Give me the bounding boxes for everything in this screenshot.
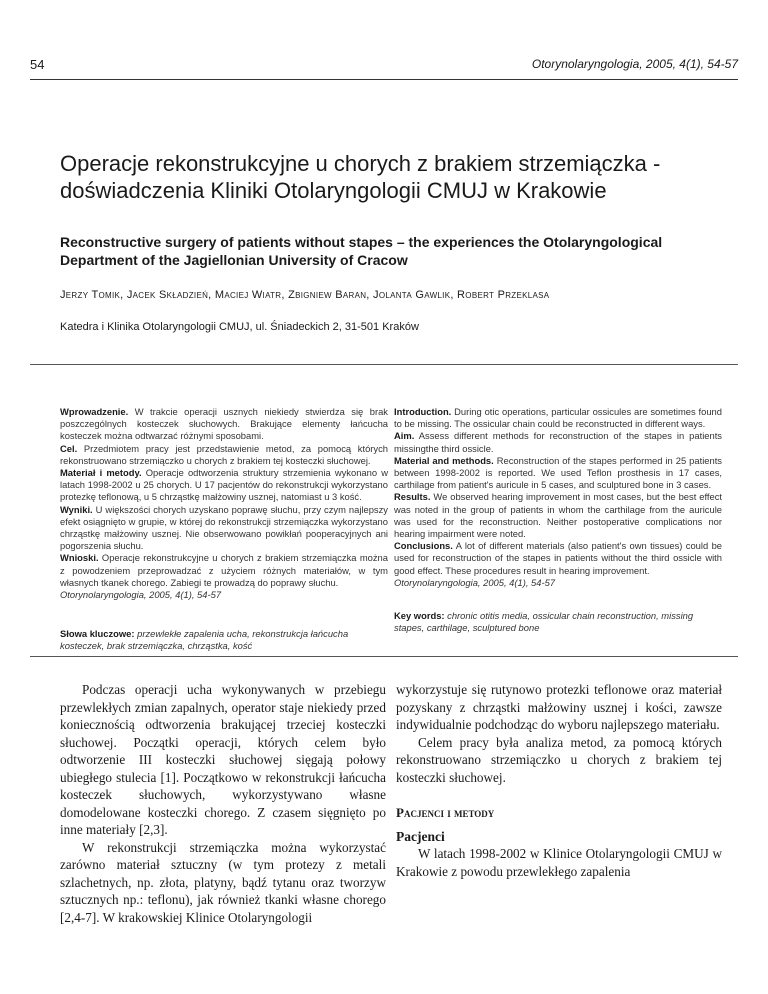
abstract-en-results-label: Results. bbox=[394, 491, 431, 503]
keywords-english bbox=[394, 610, 722, 634]
abstract-en-aim-label: Aim. bbox=[394, 430, 415, 442]
abstract-top-rule bbox=[30, 364, 738, 365]
abstract-pl-aim-label: Cel. bbox=[60, 442, 78, 454]
journal-reference: Otorynolaryngologia, 2005, 4(1), 54-57 bbox=[531, 57, 738, 71]
abstract-pl-intro-text: W trakcie operacji usznych niekiedy stwierdza się brak poszczególnych kosteczek słuchowych. Brakujące elementy łańcucha kosteczek można odtwarzać różnymi sposobami. bbox=[60, 406, 388, 442]
title-english-line-2: Department of the Jagiellonian University of Cracow bbox=[60, 252, 408, 268]
body-paragraph: Podczas operacji ucha wykonywanych w przebiegu przewlekłych zmian zapalnych, operator staje niekiedy przed koniecznością odtworzenia brakującej trzeciej kosteczki słuchowej. Początki operacji, których celem było odtworzenie III kosteczki słuchowej sięgają połowy ubiegłego stulecia [1]. Początkowo w rekonstrukcji łańcucha kosteczek słuchowych, wykorzystywano własne domodelowane kosteczki chorego. Z czasem sięgnięto po inne materiały [2,3]. bbox=[60, 682, 386, 837]
body-column-left bbox=[60, 681, 386, 926]
body-column-right bbox=[396, 681, 722, 880]
abstract-en-citation: Otorynolaryngologia, 2005, 4(1), 54-57 bbox=[394, 576, 556, 588]
abstract-pl-conclusions-text: Operacje rekonstrukcyjne u chorych z brakiem strzemiączka można z powodzeniem przeprowadzać z użyciem różnych materiałów, w tym własnych tkanek chorego. Zabiegi te prowadzą do poprawy słuchu. bbox=[60, 552, 388, 588]
keywords-pl-text: przewlekłe zapalenia ucha, rekonstrukcja łańcucha kosteczek, brak strzemiączka, chrząstka, kość bbox=[60, 628, 349, 652]
subheading-patients: Pacjenci bbox=[396, 828, 445, 844]
body-paragraph: W rekonstrukcji strzemiączka można wykorzystać zarówno materiał sztuczny (w tym protezy z metali szlachetnych, np. złota, platyny, bądź tytanu oraz tworzyw sztucznych np.: teflonu), jak również tkanki własne chorego [2,4-7]. W krakowskiej Klinice Otolaryngologii bbox=[60, 839, 386, 925]
keywords-en-label: Key words: bbox=[394, 610, 445, 621]
keywords-pl-label: Słowa kluczowe: bbox=[60, 628, 135, 639]
keywords-en-text: chronic otitis media, ossicular chain reconstruction, missing stapes, carthilage, sculptured bone bbox=[394, 610, 694, 634]
abstract-polish bbox=[60, 406, 388, 601]
body-paragraph: wykorzystuje się rutynowo protezki teflonowe oraz materiał pozyskany z chrząstki małżowiny usznej i kości, zawsze indywidualnie podchodząc do wyboru najlepszego materiału. bbox=[396, 682, 722, 732]
abstract-en-aim-text: Assess different methods for reconstruction of the stapes in patients missingthe third ossicle. bbox=[394, 430, 722, 454]
abstract-en-methods-text: Reconstruction of the stapes performed in 25 patients between 1998-2002 is reported. We used Teflon prosthesis in 17 cases, carthilage from patient's auricule in 5 cases, and sculptured bone in 3 cases. bbox=[394, 454, 722, 491]
abstract-bottom-rule bbox=[30, 656, 738, 657]
page-number: 54 bbox=[30, 57, 45, 72]
abstract-en-intro-label: Introduction. bbox=[394, 406, 452, 417]
abstract-pl-results-label: Wyniki. bbox=[60, 503, 93, 515]
abstract-en-methods-label: Material and methods. bbox=[394, 454, 494, 466]
body-paragraph: W latach 1998-2002 w Klinice Otolaryngologii CMUJ w Krakowie z powodu przewlekłego zapalenia bbox=[396, 846, 722, 879]
abstract-en-intro-text: During otic operations, particular ossicules are sometimes found to be missing. The ossicular chain could be reconstructed in different ways. bbox=[394, 406, 722, 430]
article-title-english bbox=[60, 233, 720, 269]
abstract-pl-conclusions-label: Wnioski. bbox=[60, 552, 99, 564]
abstract-english bbox=[394, 406, 722, 589]
abstract-pl-methods-label: Materiał i metody. bbox=[60, 467, 142, 479]
affiliation: Katedra i Klinika Otolaryngologii CMUJ, ul. Śniadeckich 2, 31-501 Kraków bbox=[60, 321, 419, 333]
body-paragraph: Celem pracy była analiza metod, za pomocą których rekonstruowano strzemiączko u chorych z brakiem tej kosteczki słuchowej. bbox=[396, 734, 722, 785]
title-english-line-1: Reconstructive surgery of patients without stapes – the experiences the Otolaryngological bbox=[60, 234, 663, 250]
abstract-pl-methods-text: Operacje odtworzenia struktury strzemienia wykonano w latach 1998-2002 u 25 chorych. U 17 pacjentów do rekonstrukcji wykorzystano protezkę teflonową, u 5 chrząstkę małżowiny usznej, natomiast u 3 kość. bbox=[60, 467, 388, 503]
abstract-en-conclusions-text: A lot of different materials (also patient's own tissues) could be used for reconstruction of the stapes in patients without the third ossicle with good effect. These procedures result in hearing improvement. bbox=[394, 540, 722, 576]
abstract-en-conclusions-label: Conclusions. bbox=[394, 540, 453, 552]
abstract-pl-aim-text: Przedmiotem pracy jest przedstawienie metod, za pomocą których rekonstruowano strzemiączko u chorych z brakiem tej kosteczki słuchowej. bbox=[60, 442, 388, 466]
header-rule bbox=[30, 79, 738, 80]
article-title-polish bbox=[60, 150, 720, 204]
abstract-pl-citation: Otorynolaryngologia, 2005, 4(1), 54-57 bbox=[60, 589, 222, 601]
abstract-pl-results-text: U większości chorych uzyskano poprawę słuchu, przy czym najlepszy efekt osiągnięto w grupie, w której do rekonstrukcji strzemiączka wykorzystano chrząstkę małżowiny usznej. Nie obserwowano powikłań pooperacyjnych ani pogorszenia słuchu. bbox=[60, 503, 388, 552]
section-heading-patients-methods: Pacjenci i metody bbox=[396, 805, 495, 820]
abstract-pl-intro-label: Wprowadzenie. bbox=[60, 406, 129, 417]
title-polish-line-1: Operacje rekonstrukcyjne u chorych z brakiem strzemiączka - bbox=[60, 151, 661, 176]
abstract-en-results-text: We observed hearing improvement in most cases, but the best effect was noted in the group of patients in whom the carthilage from the auricule was used for the reconstruction. Neither postoperative complications nor hearing impairment were noted. bbox=[394, 491, 722, 540]
title-polish-line-2: doświadczenia Kliniki Otolaryngologii CMUJ w Krakowie bbox=[60, 178, 607, 203]
keywords-polish bbox=[60, 628, 388, 652]
authors: Jerzy Tomik, Jacek Składzień, Maciej Wiatr, Zbigniew Baran, Jolanta Gawlik, Robert Przeklasa bbox=[60, 289, 550, 301]
